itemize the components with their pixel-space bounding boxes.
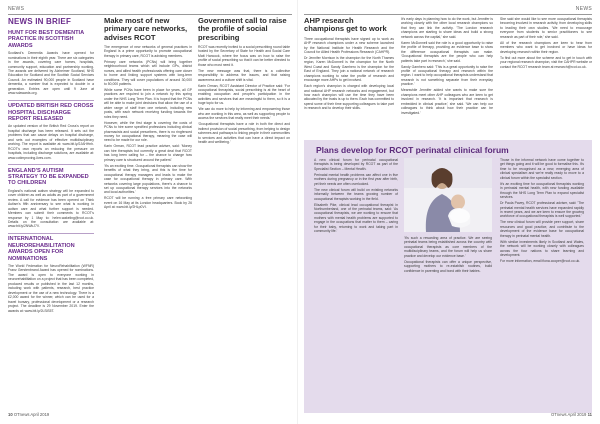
ahp-article-col-1 [304, 17, 394, 137]
article-paragraph: Dr Jennifer Morrison is the champion for the North Thames region, Karen McDonnell is the champion for the North West Coast and Sandy Gamhero is the champion for the East of England. They join a national network of research champions working to raise the profile of research and encourage more AHPs to get involved. [304, 55, 394, 83]
feature-paragraph: Dr Paula Pavey, RCOT professional adviser, said: 'The perinatal mental health services have expanded rapidly in recent years, and we are keen to ensure the growing workforce of occupational therapists is well supported.' [500, 201, 584, 219]
brief-heading: ENGLAND'S AUTISM STRATEGY TO BE EXPANDED TO CHILDREN [8, 167, 89, 187]
article-paragraph: 'Occupational therapists have a role in both the direct and indirect provision of social prescribing, from helping to design schemes and pathways to linking people in their communities to services and activities that can have a direct impact on health and wellbeing.' [198, 122, 290, 144]
primary-care-article [104, 17, 192, 413]
feature-paragraph: Those in the informal network have come together to get things going and it will be good to formalise this. It's time to be recognised as a new, emerging area of clinical specialism and we're really ready to move to a clinical forum within the specialist section. [500, 158, 584, 180]
section-tag-left: NEWS [8, 6, 25, 12]
brief-heading: UPDATED BRITISH RED CROSS HOSPITAL DISCHARGE REPORT RELEASED [8, 103, 94, 123]
social-prescribing-article [198, 17, 290, 413]
article-paragraph: 'We can do more to help by informing and empowering those who are working in this area, as well as supporting people to access the services that really meet their needs.' [198, 107, 290, 121]
footer-left [8, 412, 49, 417]
mother-child-photo-icon [404, 158, 492, 232]
brief-heading: INTERNATIONAL NEUROREHABILITATION AWARDS OPEN FOR NOMINATIONS [8, 236, 75, 262]
brief-item [8, 30, 94, 96]
photo-illustration [404, 158, 492, 232]
brief-body: Scotland's Dementia Awards have opened for nominations in their eighth year. There are six categories in the awards, covering care homes, hospitals, community support, education and partnership working. The awards are delivered by Alzheimer Scotland, NHS Education for Scotland and the Scottish Social Services Council. An estimated 90,000 people in Scotland have dementia, a number that is expected to double in a generation. Entries are open until 9 June at www.sdawards.org. [8, 51, 94, 96]
article-paragraph: The new message was that, there is a collective responsibility to address the issues, and that raising awareness and a culture shift is vital. [198, 68, 290, 82]
article-paragraph: However, while the first stage is covering the costs of PCNs to hire some specified professions including clinical pharmacists and social prescribers, there is no ringfenced money for occupational therapy, meaning the case will need to be made for our role. [104, 120, 192, 143]
page-spread-gutter [297, 0, 298, 424]
brief-item [8, 168, 94, 229]
article-paragraph: To find out more about the scheme and to get in touch with your regional research champion, visit the CAHPR website or contact the RCOT research team at research@rcot.co.uk. [500, 55, 592, 69]
feature-paragraph: The new clinical forum will build on existing networks informally between the teams growing number of occupational therapists working in the field. [314, 187, 398, 201]
ahp-article-col-3 [500, 17, 592, 137]
footer-right [551, 412, 592, 417]
top-rule-left [8, 14, 292, 15]
feature-paragraph: A new clinical forum for perinatal occupational therapists is being developed by RCOT as part of the Specialist Section – Mental Health. [314, 158, 398, 171]
feature-column-2 [404, 236, 492, 408]
article-paragraph: It's early days in planning how to do the work, but Jennifer is working closely with the other local research champions so that they can link the activity. 'The London research champions are starting to share ideas and build a strong network across the capital,' she said. [401, 17, 493, 39]
top-rule-right [304, 14, 592, 15]
article-paragraph: RCOT was recently invited to a social prescribing round table hosted by the Secretary of State for Health and Social Care Matt Hancock, where the focus was on how to raise the profile of social prescribing so that it can be better directed to those who most need it. [198, 44, 290, 67]
article-paragraph: 'It's an exciting time. Occupational therapists can show the benefits of what they bring, and this is the time for occupational therapy managers and leads to make the case for occupational therapy in primary care. With networks covering large populations, there's a chance to set up occupational therapy services into the networks and local authorities.' [104, 163, 192, 195]
brief-divider [8, 233, 94, 234]
feature-paragraph: The new clinical forum will provide peer support, share resources and good practice, and contribute to the development of the evidence base for occupational therapy in perinatal mental health. [500, 220, 584, 238]
ahp-article-col-2 [401, 17, 493, 137]
article-paragraph: Primary care networks (PCNs) will bring together neighbourhood teams which will include GPs, district nurses, and allied health professionals offering care closer to home and linking support systems with long-term conditions. They will cover populations of around 30,000 to 50,000 patients. [104, 59, 192, 87]
brief-item [8, 103, 94, 160]
article-paragraph: All of the research champions are keen to hear from members who want to get involved or have ideas for developing research within their region. [500, 40, 592, 54]
perinatal-forum-feature-box [304, 140, 592, 413]
news-in-brief-column [8, 17, 94, 413]
brief-body: England's national autism strategy will be expanded to cover children as well as adults as part of a government review. A call for evidence has been opened on Think Autism's fifth anniversary to see what is working in autism care and what further support is needed. Members can submit their comments to RCOT's response by 1 May to: helen.wakeling@rcot.co.uk. Details on the consultation are available at: www.bit.ly/2NWkJ7V. [8, 188, 94, 229]
feature-paragraph: Elisabeth Pike, clinical lead occupational therapist in Northumberland, one of the perinatal teams, said: 'As occupational therapists, we are working to ensure that mothers with mental health problems are supported to engage in the occupations that matter to them – caring for their baby, returning to work and taking part in community life.' [314, 202, 398, 234]
feature-box-title: Plans develop for RCOT perinatal clinical forum [316, 145, 509, 155]
feature-column-1 [314, 158, 398, 408]
article-paragraph: Karin Orman, RCOT lead practice adviser, said: 'Money can hire therapists but currently a great deal that RCOT has long been calling for – the chance to change how primary care is structured around the patient.' [104, 144, 192, 162]
article-paragraph: Karin Orman, RCOT Assistant Director of Practice said: 'For occupational therapists, social prescribing is at the heart of enabling occupation and people's participation in the activities and services that are meaningful to them, so it is a huge topic for us. [198, 83, 290, 106]
article-paragraph: Three occupational therapists have signed up to work as AHP research champions under a new scheme launched by the National Institute for Health Research and the Council for Allied Health Professions Research (CAHPR). [304, 36, 394, 54]
article-paragraph: Each region's champion is charged with developing local and national AHP research networks and engagement, but how each champion will use the time they have been allocated by the trusts is up to them. Each has committed to spend some of their time supporting colleagues to take part in research and to develop their skills. [304, 84, 394, 111]
feature-paragraph: Occupational therapists can offer a unique perspective, supporting mothers to re-establish routines, build confidence in parenting and bond with their babies. [404, 259, 492, 273]
brief-item [8, 236, 94, 313]
brief-heading: HUNT FOR BEST DEMENTIA PRACTICE IN SCOTTISH AWARDS [8, 30, 84, 49]
page-number-right: 11 [587, 412, 592, 417]
publication-left: OTnews April 2019 [13, 412, 50, 417]
article-paragraph: Karen McDonnell said the role is a good opportunity to raise the profile of therapy, providing an evidence base to show the difference occupational therapists can make. 'Occupational therapists are the people who can help patients take part in research,' she said. [401, 40, 493, 63]
page-number-left: 10 [8, 412, 13, 417]
feature-paragraph: It's an exciting time for occupational therapists working in perinatal mental health, with new funding available through the NHS Long Term Plan to expand specialist services. [500, 181, 584, 200]
brief-body: An updated version of the British Red Cross's report on hospital discharge has been released. It sets out the problems that can cause delays on hospital discharge, and sets out examples of effective multidisciplinary working. The report is available at: www.bit.ly/2JAHHnh. RCOT's own reports on reducing the pressure on hospitals, including discharge solutions, are available at: www.cotimproving-lives.com. [8, 124, 94, 160]
section-tag-right: NEWS [575, 6, 592, 12]
feature-column-3 [500, 158, 584, 408]
news-in-brief-title: NEWS IN BRIEF [8, 17, 72, 26]
article-paragraph: Sandy Gamhero said: 'This is a great opportunity to raise the profile of occupational therapy and research within the region. I want to help occupational therapists understand that research is not something separate from their everyday practice.' [401, 64, 493, 87]
brief-divider [8, 100, 94, 101]
feature-paragraph: Perinatal mental health problems can affect one in five mothers during pregnancy or in the first year after birth, yet their needs are often overlooked. [314, 172, 398, 186]
brief-divider [8, 164, 94, 165]
article-paragraph: Meanwhile Jennifer added she wants to make sure the champions meet other AHP colleagues who are keen to get involved in research. 'It is important that research is embedded in clinical practice,' she said. 'We can help our colleagues to think about how their practice can be investigated.' [401, 88, 493, 115]
article-title: Make most of new primary care networks, advises RCOT [104, 17, 188, 42]
article-title: AHP research champions get to work [304, 17, 387, 34]
article-paragraph: While some PCNs have been in place for years, all GP practices are required to join a network by this spring under the NHS Long Term Plan. It is hoped that the PCNs will be able to make joint decisions that allow the use of a wider range of staff from one network, including new posts, with each network receiving funding towards the roles they need. [104, 87, 192, 119]
article-paragraph: The emergence of new networks of general practices in England is a prime opportunity to promote occupational therapy in primary care, RCOT is advising members. [104, 44, 192, 58]
brief-body: The World Federation for NeuroRehabilitation (WFNR) Franz Gerstenbrand Award has opened for nominations. The award is open to everyone working in neurorehabilitation on a project that has been completed, produced results or published in the last 12 months, including work with patients, research, best practice development or the use of a new technology. There is a £2,000 award for the winner, which can be used for a travel bursary, professional development or a research project. The deadline is 29 November 2019. Enter the awards at: www.bit.ly/2LSiS5T. [8, 264, 94, 313]
article-paragraph: She said she would like to see more occupational therapists becoming involved in research activity, from developing skills to leading their own studies. 'We need to encourage everyone from students to senior practitioners to see research as part of their role,' she said. [500, 17, 592, 39]
feature-paragraph: For more information, email fiona.cooper@rcot.co.uk. [500, 259, 581, 264]
feature-paragraph: 'It's such a rewarding area of practice. We are seeing perinatal teams being established across the country with occupational therapists as core members of the multidisciplinary teams, and the forum will help us share practice and develop our evidence base.' [404, 236, 492, 258]
feature-paragraph: With similar investments likely in Scotland and Wales, the network will be working closely with colleagues across the four nations to share learning and development. [500, 239, 584, 258]
article-paragraph: RCOT will be running a free primary care networking event on 16 May at its London headquarters. Book by 26 April at: www.bit.ly/2HLp0VI. [104, 196, 192, 210]
publication-right: OTnews April 2019 [551, 412, 587, 417]
article-title: Government call to raise the profile of social prescribing [198, 17, 287, 42]
